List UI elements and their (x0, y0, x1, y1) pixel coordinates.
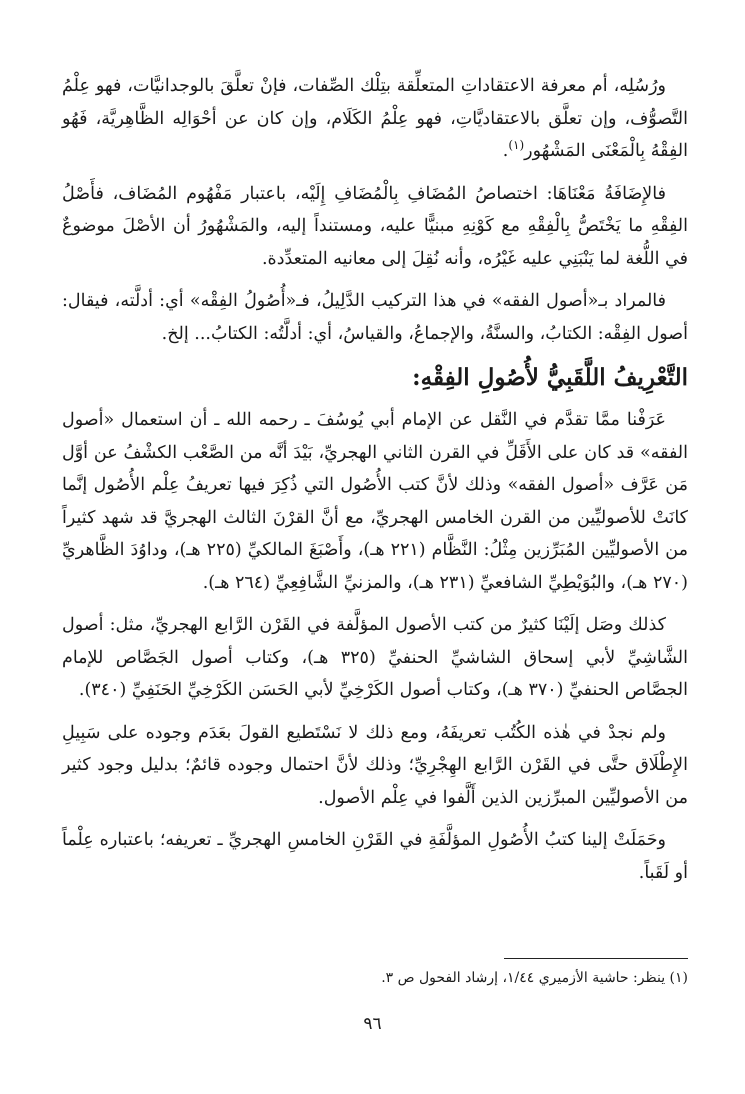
paragraph-1-end: . (502, 141, 509, 161)
page-body (62, 70, 688, 899)
footnote-divider (504, 958, 688, 959)
paragraph-5: كذلك وصَل إلَيْنَا كثيرٌ من كتب الأصول المؤلَّفة في القَرْن الرَّابع الهجريِّ، مثل: أصول الشَّاشِيِّ لأبي إسحاق الشاشيِّ الحنفيِّ (٣٢٥ هـ)، وكتاب أصول الجَصَّاص للإمام الجصَّاص الحنفيِّ (٣٧٠ هـ)، وكتاب أصول الكَرْخِيِّ لأبي الحَسَن الكَرْخِيِّ الحَنَفِيِّ (٣٤٠). (62, 615, 688, 700)
footnote-marker[interactable]: (١) (508, 138, 525, 153)
footnote: (١) ينظر: حاشية الأزميري ١/٤٤، إرشاد الفحول ص ٣. (381, 970, 688, 986)
paragraph-3: فالمراد بـ«أصول الفقه» في هذا التركيب الدَّلِيلُ، فـ«أُصُولُ الفِقْه» أي: أدلَّته، فيقال: أصول الفِقْه: الكتابُ، والسنَّةُ، والإجماعُ، والقياسُ، أي: أدلَّتُه: الكتابُ... إلخ. (62, 291, 688, 344)
paragraph-1 (62, 70, 688, 168)
section-heading: التَّعْرِيفُ اللَّقَبِيُّ لأُصُولِ الفِقْهِ: (412, 364, 688, 391)
paragraph-7: وحَمَلَتْ إلينا كتبُ الأُصُولِ المؤلَّفَةِ في القَرْنِ الخامسِ الهجريِّ ـ تعريفه؛ باعتباره عِلْماً أو لَقَباً. (62, 830, 688, 883)
paragraph-4: عَرَفْنا ممَّا تقدَّم في النَّقل عن الإمام أبي يُوسُفَ ـ رحمه الله ـ أن استعمال «أصول الفقه» قد كان على الأَقَلِّ في القرن الثاني الهجريِّ، بَيْدَ أنَّه من الصَّعْب الكشْفُ عن أوَّل مَن عَرَّف «أصول الفقه» وذلك لأنَّ كتب الأُصُول التي ذُكِرَ فيها تعريفُ عِلْم الأُصُول إنَّما كانَتْ للأصوليِّين من القرن الخامس الهجريِّ، مع أنَّ القرْنَ الثالث الهجريَّ قد شهد كثيراً من الأصوليِّين المُبَرِّزين مِثْلُ: النَّظَّام (٢٢١ هـ)، وأَصْبَغَ المالكيِّ (٢٢٥ هـ)، وداوُدَ الظَّاهريِّ (٢٧٠ هـ)، والبُوَيْطِيِّ الشافعيِّ (٢٣١ هـ)، والمزنيِّ الشَّافِعِيِّ (٢٦٤ هـ). (62, 410, 688, 593)
paragraph-1-text: ورُسُلِه، أم معرفة الاعتقاداتِ المتعلِّقة بتِلْك الصِّفات، فإنْ تعلَّقَ بالوجدانيَّات، فهو عِلْمُ التَّصوُّف، وإن تعلَّق بالاعتقاديَّاتِ، فهو عِلْمُ الكَلَام، وإن كان عن أحْوَالِه الظَّاهِريَّة، فَهُو الفِقْهُ بِالْمَعْنَى المَشْهُور (62, 76, 688, 161)
paragraph-2: فالإِضَافَةُ مَعْنَاهَا: اختصاصُ المُضَافِ بِالْمُضَافِ إِلَيْه، باعتبار مَفْهُوم المُضَاف، فأَصْلُ الفِقْهِ ما يَخْتَصُّ بِالْفِقْهِ مع كَوْنِهِ مبنيًّا عليه، ومستنداً إليه، والمَشْهُورُ أن الأصْلَ موضوعٌ في اللُّغة لما يَنْبَنِي عليه غَيْرُه، وأنه نُقِلَ إلى معانيه المتعدِّدة. (62, 183, 688, 269)
paragraph-6: ولم نجدْ في هٰذه الكُتُب تعريفَهُ، ومع ذلك لا نَسْتَطيع القولَ بعَدَم وجوده على سَبِيلِ الإِطْلَاق حتَّى في القَرْن الرَّابع الهِجْرِيِّ؛ وذلك لأنَّ احتمال وجوده قائمٌ؛ بدليل وجود كثير من الأصوليِّين المبرِّزين الذين أَلَّفوا في عِلْم الأصول. (62, 722, 688, 808)
page-number: ٩٦ (363, 1014, 382, 1034)
